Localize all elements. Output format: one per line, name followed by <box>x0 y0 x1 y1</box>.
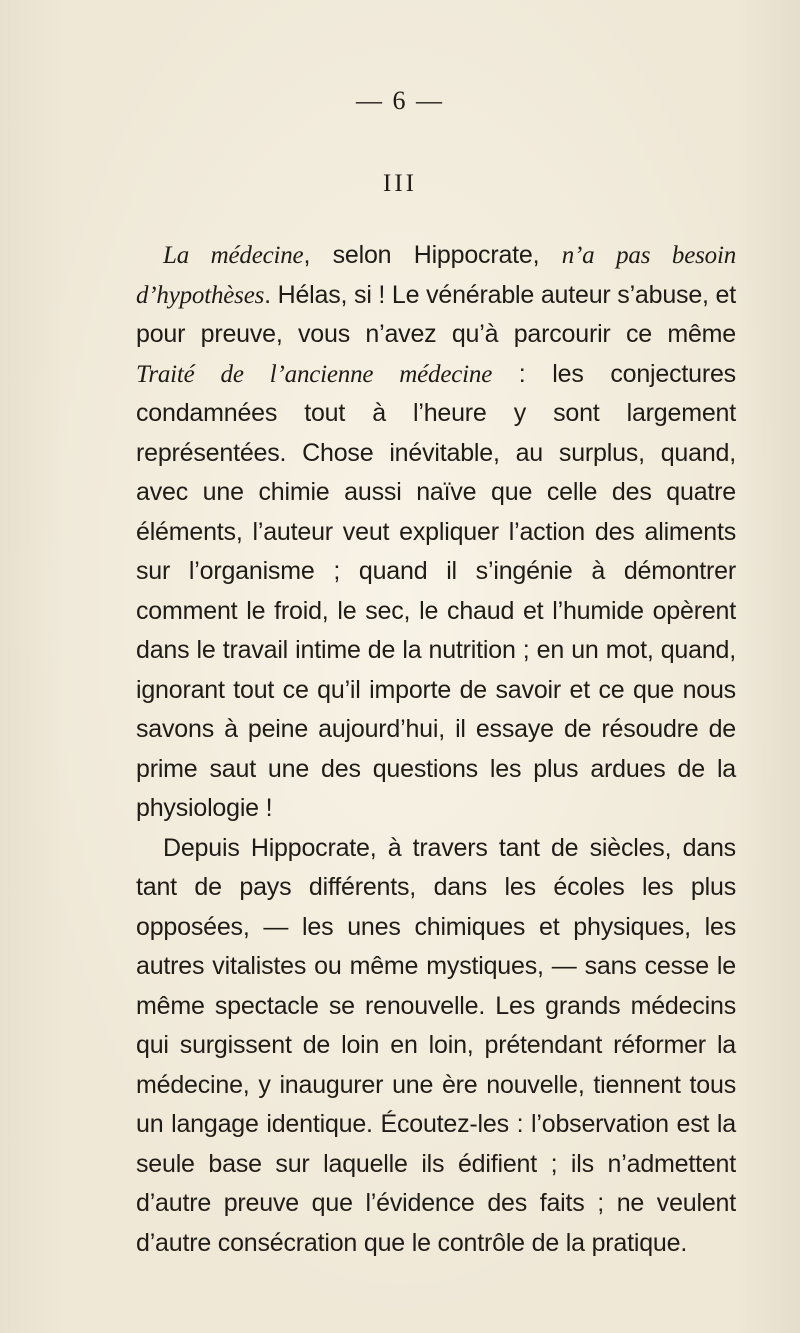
section-number: III <box>383 170 417 197</box>
text-segment: . Hélas, si ! Le vénérable auteur s’abuse, et pour preuve, vous n’avez qu’à parcourir ce même <box>136 280 736 348</box>
paragraph-1 <box>136 236 736 829</box>
body-text <box>136 236 736 1263</box>
text-segment: : les conjectures condamnées tout à l’heure y sont largement représentées. Chose inévitable, au surplus, quand, avec une chimie aussi naïve que celle des quatre éléments, l’auteur veut expliquer l’action des aliments sur l’organisme ; quand il s’ingénie à démontrer comment le froid, le sec, le chaud et l’humide opèrent dans le travail intime de la nutrition ; en un mot, quand, ignorant tout ce qu’il importe de savoir et ce que nous savons à peine aujourd’hui, il essaye de résoudre de prime saut une des questions les plus ardues de la physiologie ! <box>136 359 736 822</box>
italic-text: n’a pas besoin d’hypothèses <box>136 242 736 309</box>
text-segment: Depuis Hippocrate, à travers tant de siècles, dans tant de pays différents, dans les écoles les plus opposées, — les unes chimiques et physiques, les autres vitalistes ou même mystiques, — sans cesse le même spectacle se renouvelle. Les grands médecins qui surgissent de loin en loin, prétendant réformer la médecine, y inaugurer une ère nouvelle, tiennent tous un langage identique. Écoutez-les : l’observation est la seule base sur laquelle ils édifient ; ils n’admettent d’autre preuve que l’évidence des faits ; ne veulent d’autre consécration que le contrôle de la pratique. <box>136 833 736 1257</box>
page-number: — 6 — <box>356 86 444 115</box>
text-segment: , selon Hippocrate, <box>303 241 562 269</box>
italic-text: Traité de l’ancienne médecine <box>136 360 493 388</box>
paragraph-2 <box>136 829 736 1264</box>
italic-text: La médecine <box>163 242 304 269</box>
